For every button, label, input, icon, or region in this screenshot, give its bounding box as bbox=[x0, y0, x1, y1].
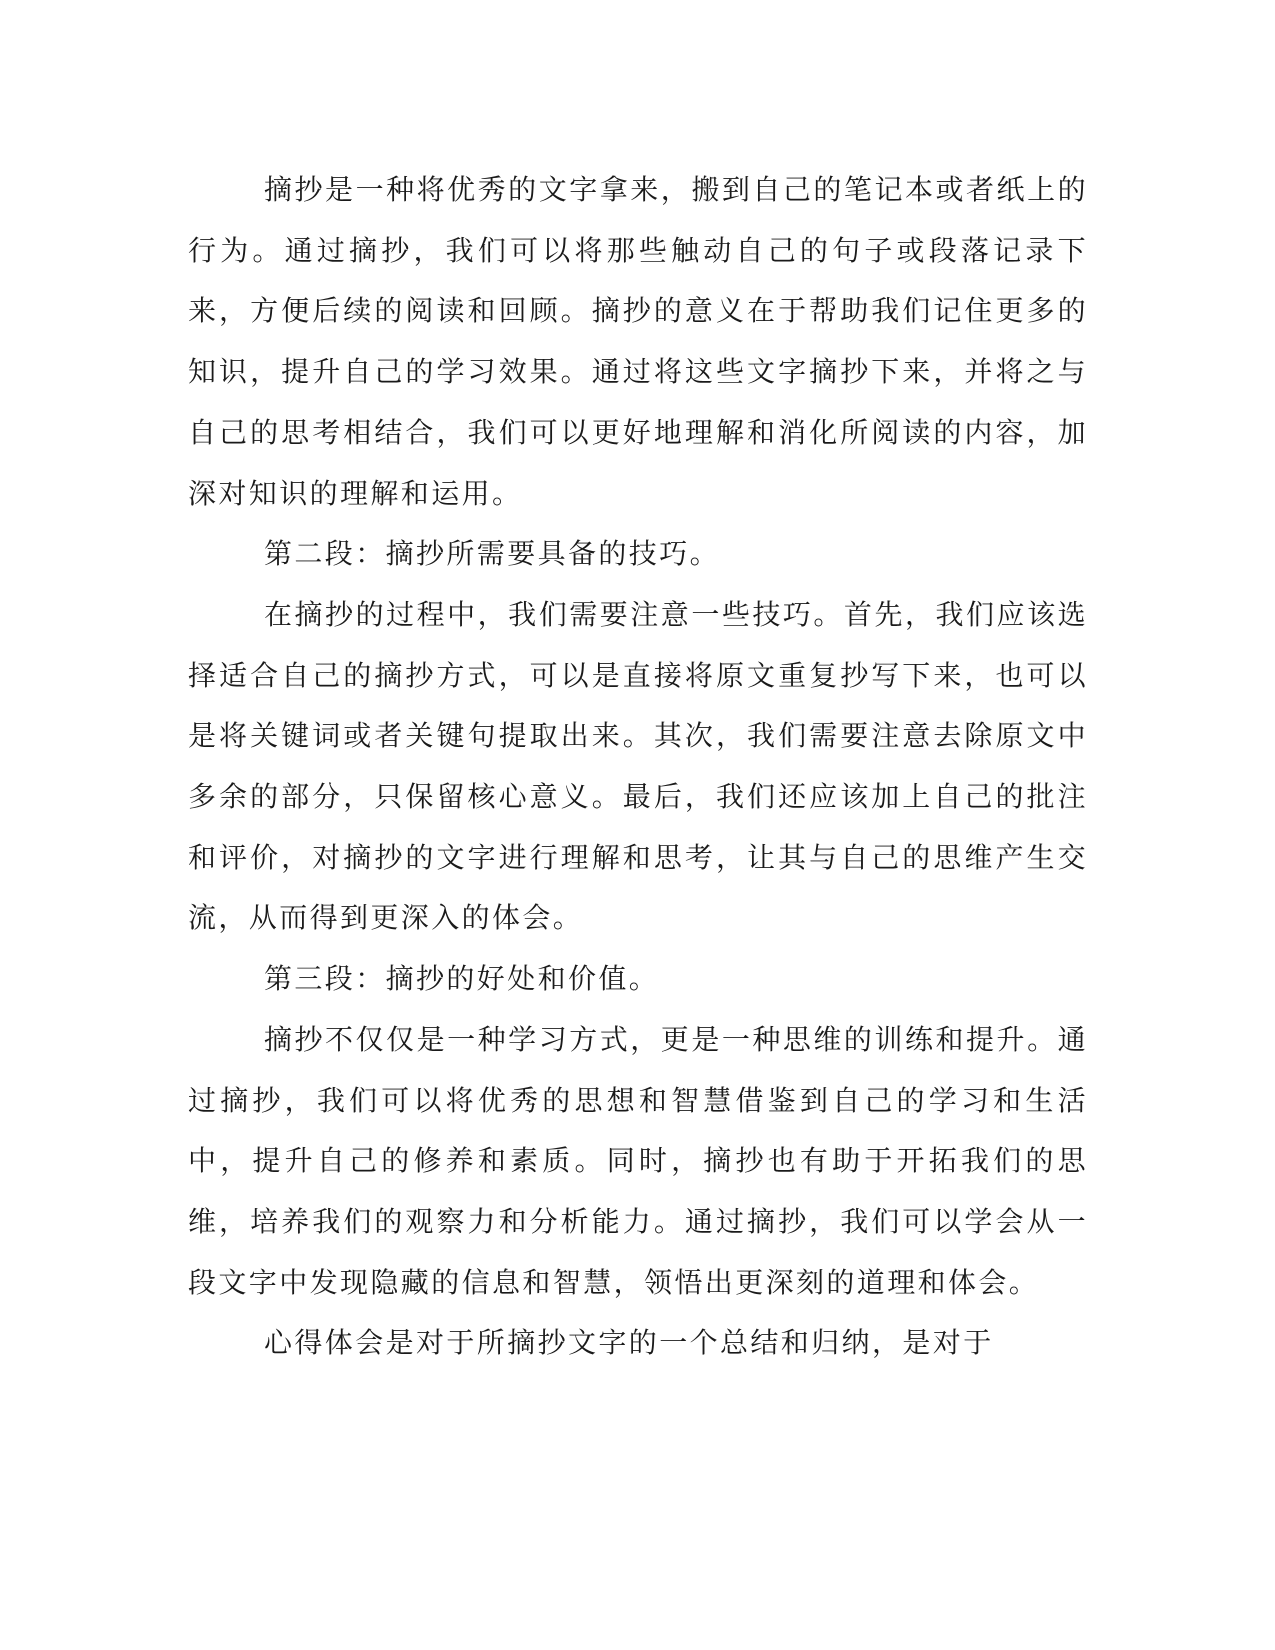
section-heading-2: 第二段：摘抄所需要具备的技巧。 bbox=[264, 537, 721, 571]
document-body bbox=[188, 160, 1088, 1374]
paragraph-techniques: 在摘抄的过程中，我们需要注意一些技巧。首先，我们应该选择适合自己的摘抄方式，可以是直接将原文重复抄写下来，也可以是将关键词或者关键句提取出来。其次，我们需要注意去除原文中多余的部分，只保留核心意义。最后，我们还应该加上自己的批注和评价，对摘抄的文字进行理解和思考，让其与自己的思维产生交流，从而得到更深入的体会。 bbox=[188, 597, 1088, 935]
section-heading-3: 第三段：摘抄的好处和价值。 bbox=[264, 962, 660, 996]
paragraph-benefits: 摘抄不仅仅是一种学习方式，更是一种思维的训练和提升。通过摘抄，我们可以将优秀的思想和智慧借鉴到自己的学习和生活中，提升自己的修养和素质。同时，摘抄也有助于开拓我们的思维，培养我们的观察力和分析能力。通过摘抄，我们可以学会从一段文字中发现隐藏的信息和智慧，领悟出更深刻的道理和体会。 bbox=[188, 1022, 1088, 1299]
paragraph-intro: 摘抄是一种将优秀的文字拿来，搬到自己的笔记本或者纸上的行为。通过摘抄，我们可以将那些触动自己的句子或段落记录下来，方便后续的阅读和回顾。摘抄的意义在于帮助我们记住更多的知识，提升自己的学习效果。通过将这些文字摘抄下来，并将之与自己的思考相结合，我们可以更好地理解和消化所阅读的内容，加深对知识的理解和运用。 bbox=[188, 173, 1088, 510]
paragraph-reflection: 心得体会是对于所摘抄文字的一个总结和归纳，是对于 bbox=[264, 1326, 994, 1360]
